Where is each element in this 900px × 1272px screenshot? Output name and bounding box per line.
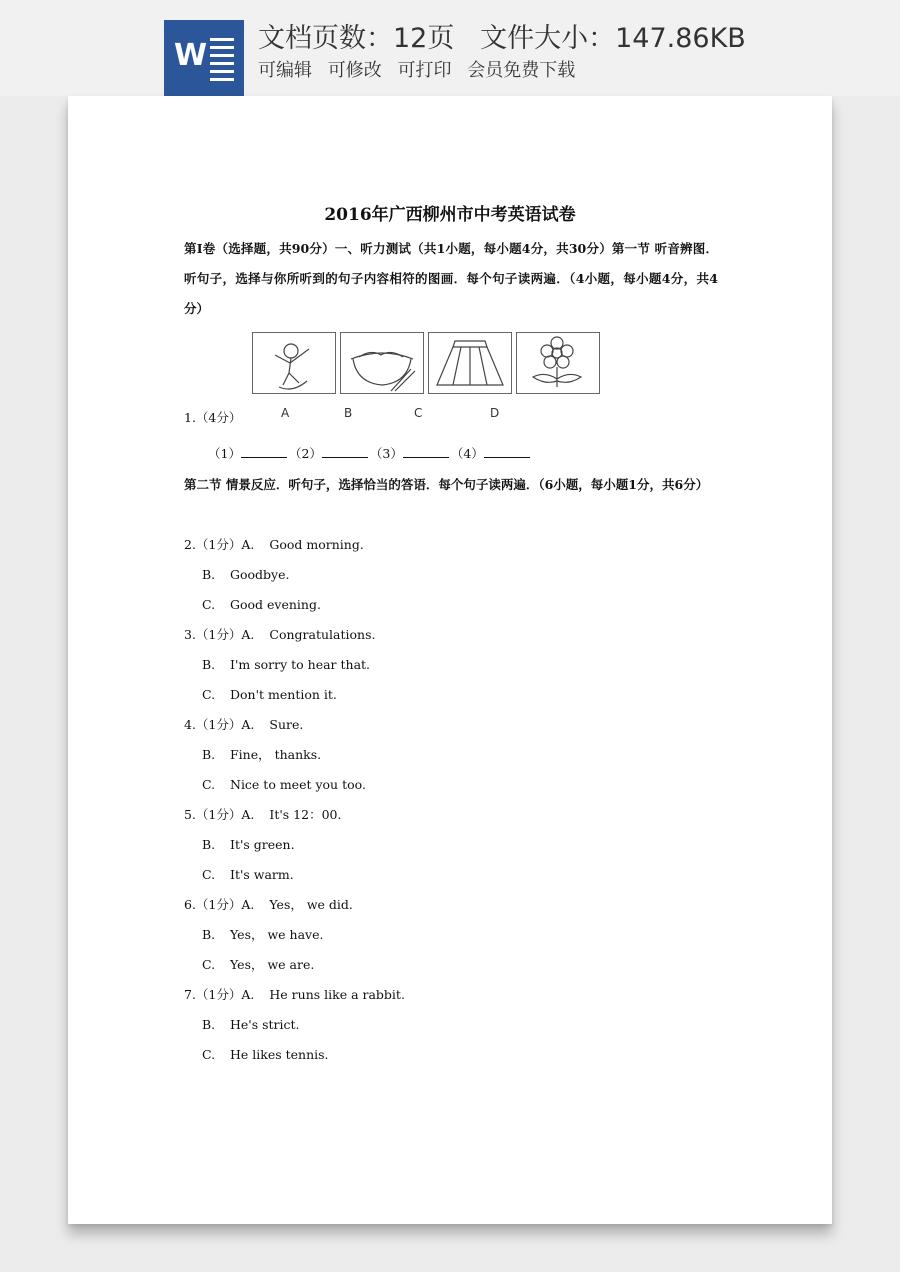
document-page <box>68 96 832 1224</box>
option-text: Congratulations. <box>269 627 376 642</box>
question-list <box>184 530 744 1070</box>
question-4-option-b: B. Fine， thanks. <box>202 747 322 762</box>
feature-modifiable: 可修改 <box>327 60 382 81</box>
question-2: 2.（1分）A. Good morning. <box>184 537 364 552</box>
option-text: Good morning. <box>269 537 364 552</box>
question-2-option-b: B. Goodbye. <box>202 567 290 582</box>
question-7: 7.（1分）A. He runs like a rabbit. <box>184 987 405 1002</box>
question-3-option-c: C. Don't mention it. <box>202 687 337 702</box>
picture-label-d: D <box>490 406 500 420</box>
blank-4-label: （4） <box>450 446 484 461</box>
question-4: 4.（1分）A. Sure. <box>184 717 304 732</box>
blank-3[interactable] <box>403 447 449 458</box>
answer-blanks <box>208 444 532 462</box>
feature-member-download: 会员免费下载 <box>467 60 576 81</box>
file-features <box>258 56 585 82</box>
section2-instructions: 第二节 情景反应．听句子，选择恰当的答语．每个句子读两遍．（6小题，每小题1分，共6分） <box>184 477 709 492</box>
question-1-row <box>184 408 584 430</box>
option-text: Sure. <box>269 717 304 732</box>
page-title: 2016年广西柳州市中考英语试卷 <box>324 205 576 225</box>
question-3: 3.（1分）A. Congratulations. <box>184 627 376 642</box>
picture-label-a: A <box>281 406 290 420</box>
picture-options <box>252 332 597 394</box>
word-document-icon <box>164 20 244 98</box>
question-6-option-b: B. Yes， we have. <box>202 927 324 942</box>
word-icon-letter: W <box>174 38 208 73</box>
girl-skipping-icon <box>252 332 336 394</box>
noodles-bowl-icon <box>340 332 424 394</box>
question-5-option-b: B. It's green. <box>202 837 295 852</box>
blank-1[interactable] <box>241 447 287 458</box>
blank-2-label: （2） <box>288 446 322 461</box>
download-banner <box>0 0 900 96</box>
feature-printable: 可打印 <box>397 60 452 81</box>
section1-instructions: 第Ⅰ卷（选择题，共90分）一、听力测试（共1小题，每小题4分，共30分）第一节 听音辨图．听句子，选择与你所听到的句子内容相符的图画．每个句子读两遍．（4小题，每小题4分，共4分） <box>184 241 718 316</box>
question-7-option-c: C. He likes tennis. <box>202 1047 329 1062</box>
question-6: 6.（1分）A. Yes， we did. <box>184 897 353 912</box>
blank-3-label: （3） <box>369 446 403 461</box>
picture-label-b: B <box>344 406 353 420</box>
blank-2[interactable] <box>322 447 368 458</box>
feature-editable: 可编辑 <box>258 60 312 81</box>
question-7-option-b: B. He's strict. <box>202 1017 300 1032</box>
file-info-title: 文档页数：12页 文件大小：147.86KB <box>258 23 746 54</box>
option-text: He runs like a rabbit. <box>269 987 405 1002</box>
question-5-option-c: C. It's warm. <box>202 867 294 882</box>
question-5: 5.（1分）A. It's 12：00. <box>184 807 342 822</box>
question-3-option-b: B. I'm sorry to hear that. <box>202 657 371 672</box>
question-1-number: 1.（4分） <box>184 410 242 425</box>
question-2-option-c: C. Good evening. <box>202 597 321 612</box>
question-6-option-c: C. Yes， we are. <box>202 957 315 972</box>
option-text: Yes， we did. <box>269 897 353 912</box>
option-text: It's 12：00. <box>269 807 342 822</box>
blank-4[interactable] <box>484 447 530 458</box>
blank-1-label: （1） <box>208 446 241 461</box>
question-4-option-c: C. Nice to meet you too. <box>202 777 366 792</box>
skirt-icon <box>428 332 512 394</box>
picture-label-c: C <box>414 406 423 420</box>
flower-icon <box>516 332 600 394</box>
